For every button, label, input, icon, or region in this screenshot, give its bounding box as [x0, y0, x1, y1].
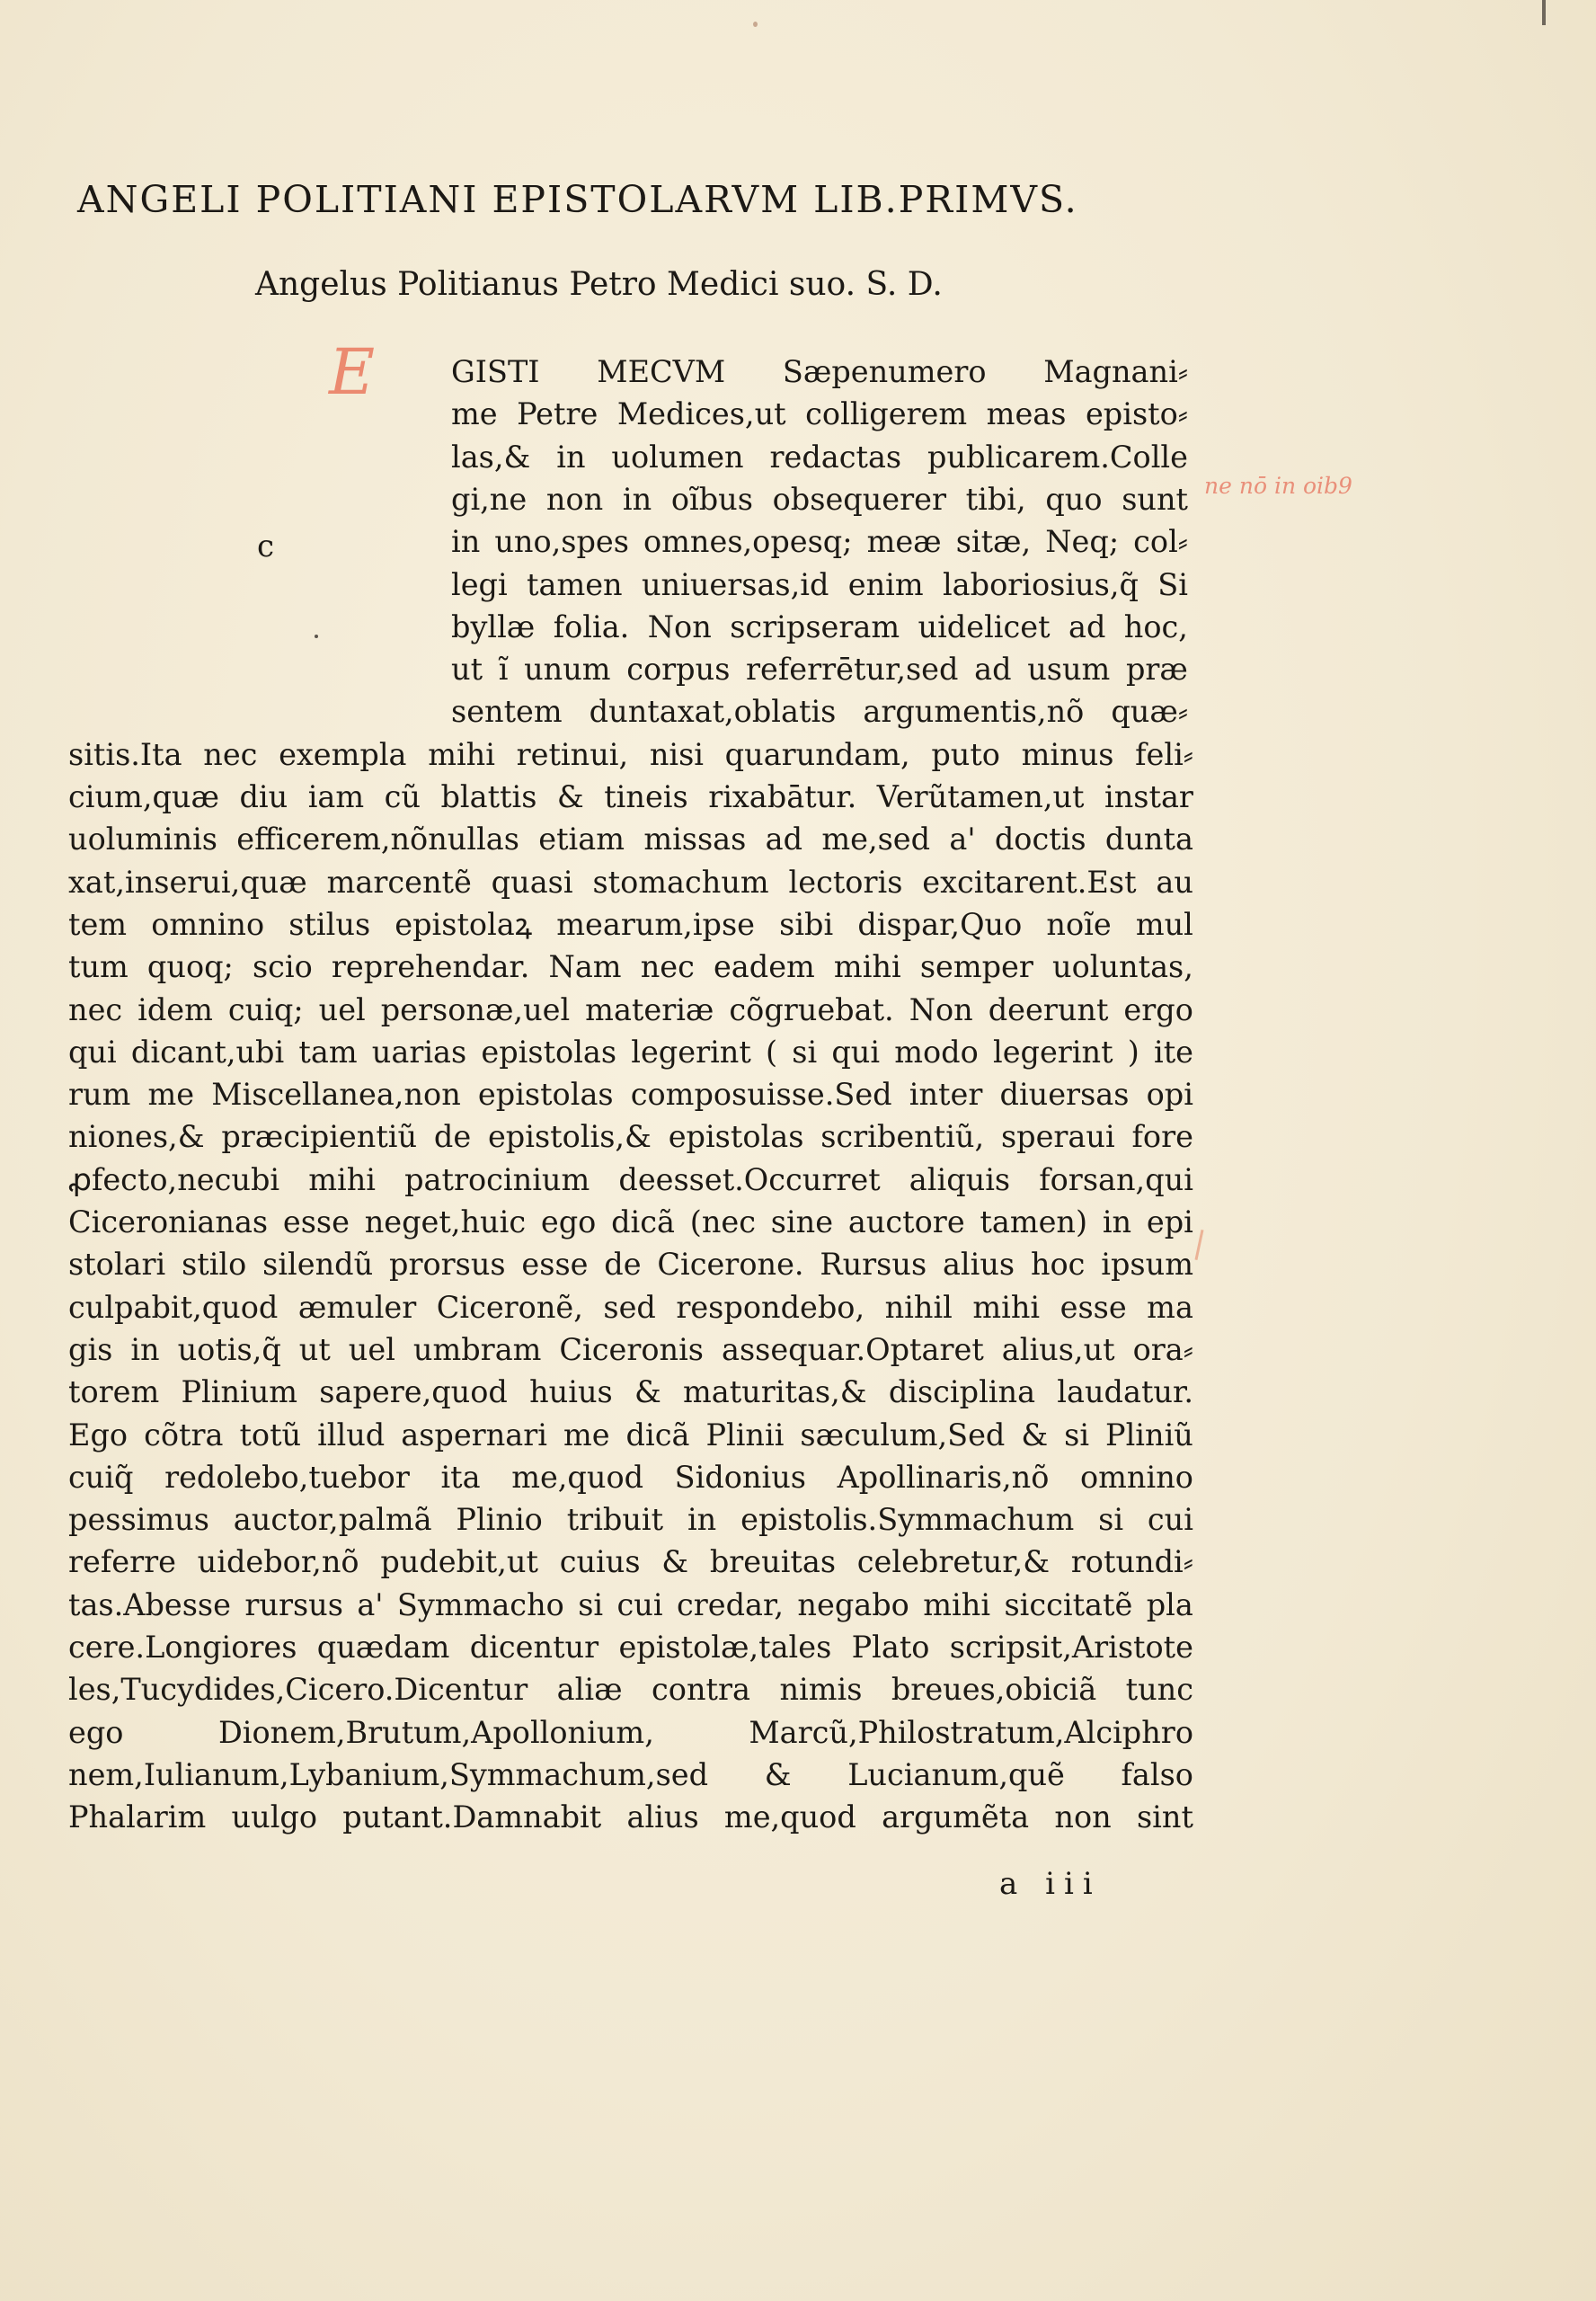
marginal-annotation: ne nō in oib9 — [1204, 473, 1352, 499]
text-line: byllæ folia. Non scripseram uidelicet ad hoc, — [451, 609, 1188, 644]
text-line: xat,inserui,quæ marcentẽ quasi stomachum lectoris excitarent.Est au — [68, 865, 1193, 900]
text-line: tem omnino stilus epistolaꝝ mearum,ipse sibi dispar,Quo noĩe mul — [68, 907, 1193, 942]
folio-signature: a iii — [999, 1866, 1102, 1902]
text-line: uoluminis efficerem,nõnullas etiam missas ad me,sed a' doctis dunta — [68, 822, 1193, 857]
text-line: pessimus auctor,palmã Plinio tribuit in epistolis.Symmachum si cui — [68, 1502, 1193, 1537]
text-line: niones,& præcipientiũ de epistolis,& epistolas scribentiũ, speraui fore — [68, 1119, 1193, 1154]
text-line: las,& in uolumen redactas publicarem.Colle — [451, 440, 1188, 475]
text-line: tas.Abesse rursus a' Symmacho si cui credar, negabo mihi siccitatẽ pla — [68, 1587, 1193, 1622]
text-line: les,Tucydides,Cicero.Dicentur aliæ contra nimis breues,obiciã tunc — [68, 1672, 1193, 1707]
text-line: ego Dionem,Brutum,Apollonium, Marcũ,Philostratum,Alciphro — [68, 1715, 1193, 1750]
text-line: qui dicant,ubi tam uarias epistolas legerint ( si qui modo legerint ) ite — [68, 1035, 1193, 1070]
text-line: nem,Iulianum,Lybanium,Symmachum,sed & Lucianum,quẽ falso — [68, 1757, 1193, 1792]
text-line: Phalarim uulgo putant.Damnabit alius me,quod argumẽta non sint — [68, 1799, 1193, 1835]
text-line: cium,quæ diu iam cũ blattis & tineis rixabātur. Verũtamen,ut instar — [68, 779, 1193, 814]
text-line: GISTI MECVM Sæpenumero Magnani⸗ — [451, 354, 1188, 389]
text-line: cere.Longiores quædam dicentur epistolæ,tales Plato scripsit,Aristote — [68, 1630, 1193, 1665]
text-line: ꝓfecto,necubi mihi patrocinium deesset.Occurret aliquis forsan,qui — [68, 1162, 1193, 1197]
text-line: sentem duntaxat,oblatis argumentis,nõ quæ⸗ — [451, 694, 1188, 729]
text-line: Ciceronianas esse neget,huic ego dicã (nec sine auctore tamen) in epi — [68, 1204, 1193, 1239]
text-line: rum me Miscellanea,non epistolas composuisse.Sed inter diuersas opi — [68, 1077, 1193, 1112]
text-line: ut ĩ unum corpus referrētur,sed ad usum præ — [451, 652, 1188, 687]
text-line: tum quoq; scio reprehendar. Nam nec eadem mihi semper uoluntas, — [68, 949, 1193, 984]
text-line: gis in uotis,q̃ ut uel umbram Ciceronis assequar.Optaret alius,ut ora⸗ — [68, 1332, 1193, 1367]
text-line: in uno,spes omnes,opesq; meæ sitæ, Neq; col⸗ — [451, 524, 1188, 559]
text-line: legi tamen uniuersas,id enim laboriosius,q̃ Si — [451, 567, 1188, 602]
text-line: Ego cõtra totũ illud aspernari me dicã Plinii sæculum,Sed & si Pliniũ — [68, 1417, 1193, 1453]
text-line: sitis.Ita nec exempla mihi retinui, nisi quarundam, puto minus feli⸗ — [68, 737, 1193, 772]
running-head: ANGELI POLITIANI EPISTOLARVM LIB.PRIMVS. — [77, 178, 1078, 221]
text-line: stolari stilo silendũ prorsus esse de Cicerone. Rursus alius hoc ipsum — [68, 1247, 1193, 1282]
text-line: nec idem cuiq; uel personæ,uel materiæ cõgruebat. Non deerunt ergo — [68, 992, 1193, 1027]
text-line: torem Plinium sapere,quod huius & maturitas,& disciplina laudatur. — [68, 1374, 1193, 1409]
text-line: referre uidebor,nõ pudebit,ut cuius & breuitas celebretur,& rotundi⸗ — [68, 1544, 1193, 1579]
text-line: gi,ne non in oĩbus obsequerer tibi, quo sunt — [451, 482, 1188, 517]
printer-guide-letter: c — [257, 529, 275, 564]
text-line: culpabit,quod æmuler Ciceronẽ, sed respondebo, nihil mihi esse ma — [68, 1290, 1193, 1325]
text-line: me Petre Medices,ut colligerem meas episto⸗ — [451, 396, 1188, 431]
text-line: cuiq̃ redolebo,tuebor ita me,quod Sidonius Apollinaris,nõ omnino — [68, 1460, 1193, 1495]
letter-salutation: Angelus Politianus Petro Medici suo. S. D. — [255, 266, 943, 303]
initial-guide-letter: E — [329, 335, 376, 409]
